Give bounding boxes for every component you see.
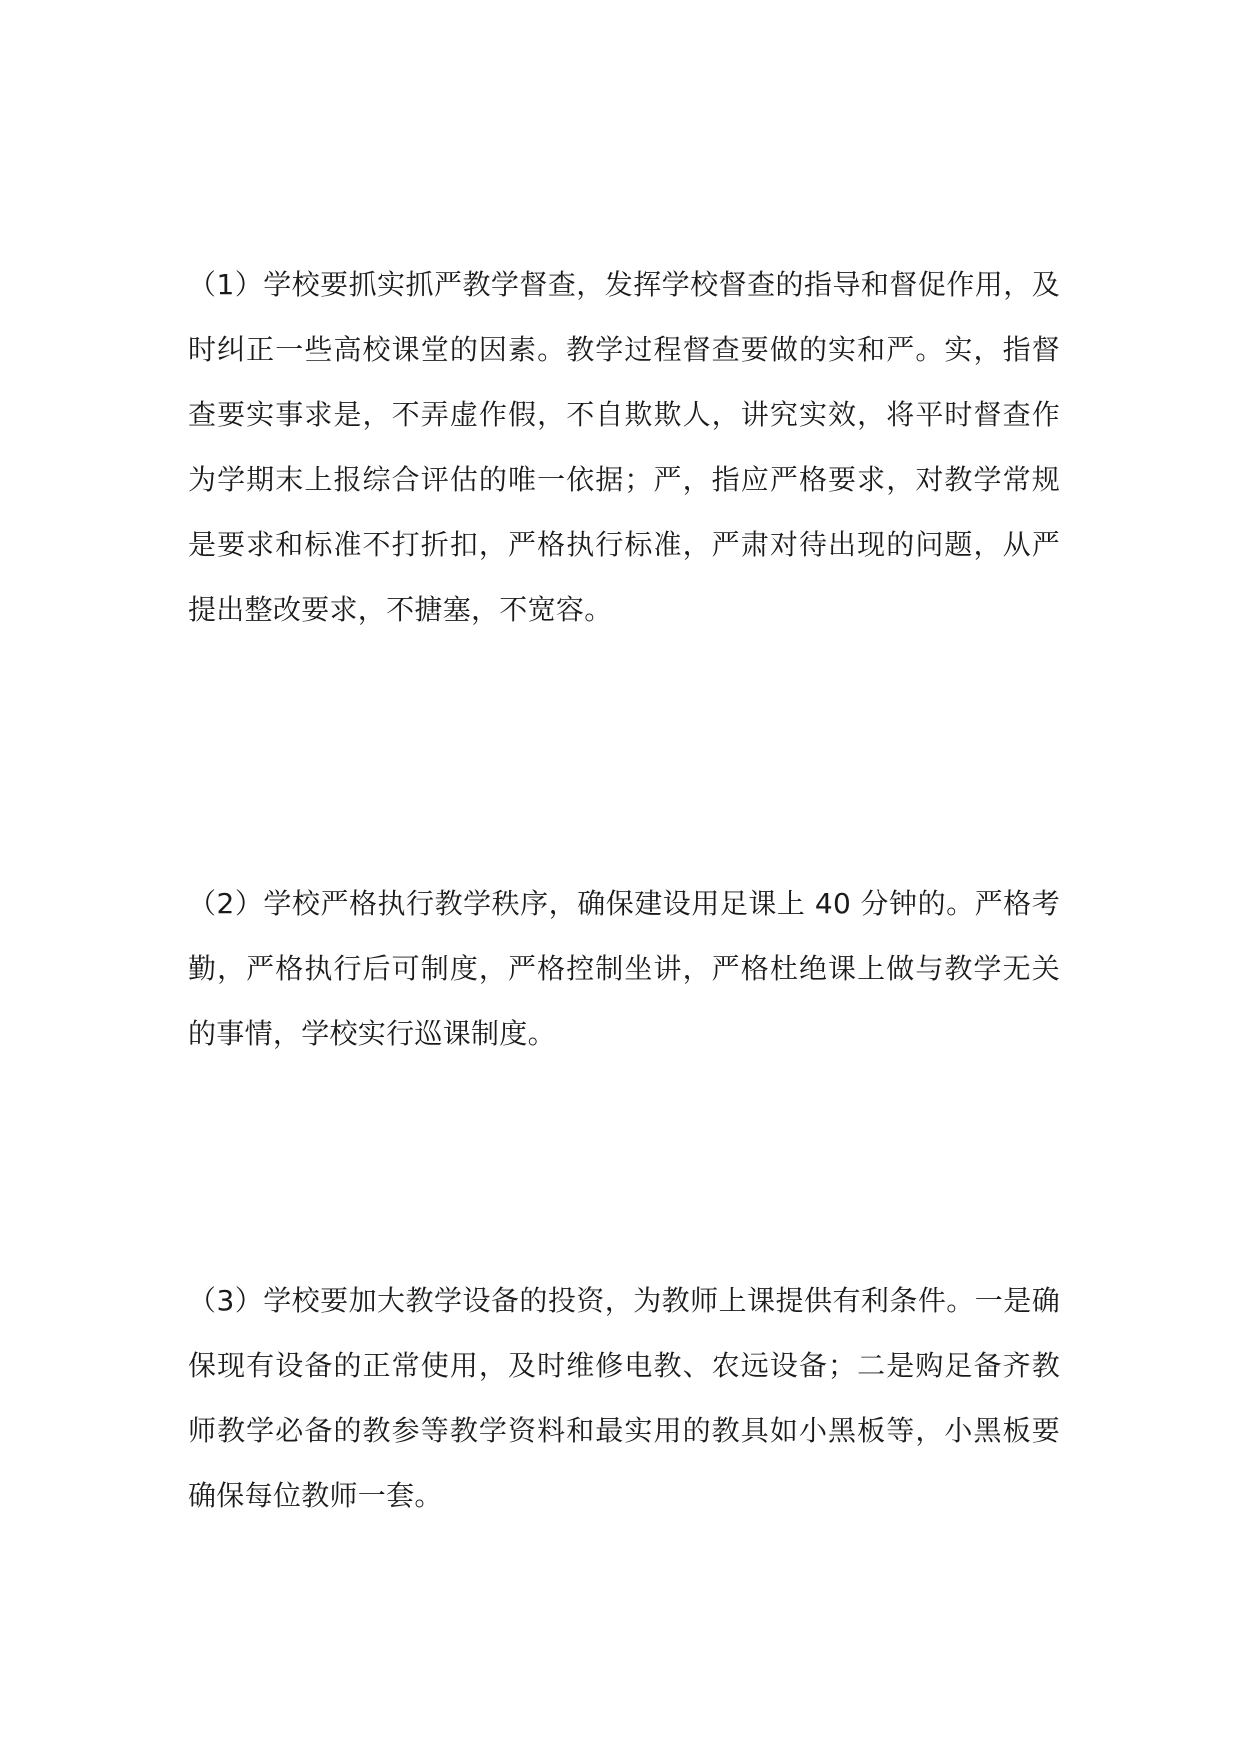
paragraph-2: （2）学校严格执行教学秩序，确保建设用足课上 40 分钟的。严格考勤，严格执行后可制度，严格控制坐讲，严格杜绝课上做与教学无关的事情，学校实行巡课制度。 [188,887,1060,1050]
paragraph-3: （3）学校要加大教学设备的投资，为教师上课提供有利条件。一是确保现有设备的正常使用，及时维修电教、农远设备；二是购足备齐教师教学必备的教参等教学资料和最实用的教具如小黑板等，小黑板要确保每位教师一套。 [188,1284,1060,1512]
paragraph-1: （1）学校要抓实抓严教学督查，发挥学校督查的指导和督促作用，及时纠正一些高校课堂的因素。教学过程督查要做的实和严。实，指督查要实事求是，不弄虚作假，不自欺欺人，讲究实效，将平时督查作为学期末上报综合评估的唯一依据；严，指应严格要求，对教学常规是要求和标准不打折扣，严格执行标准，严肃对待出现的问题，从严提出整改要求，不搪塞，不宽容。 [188,268,1060,626]
